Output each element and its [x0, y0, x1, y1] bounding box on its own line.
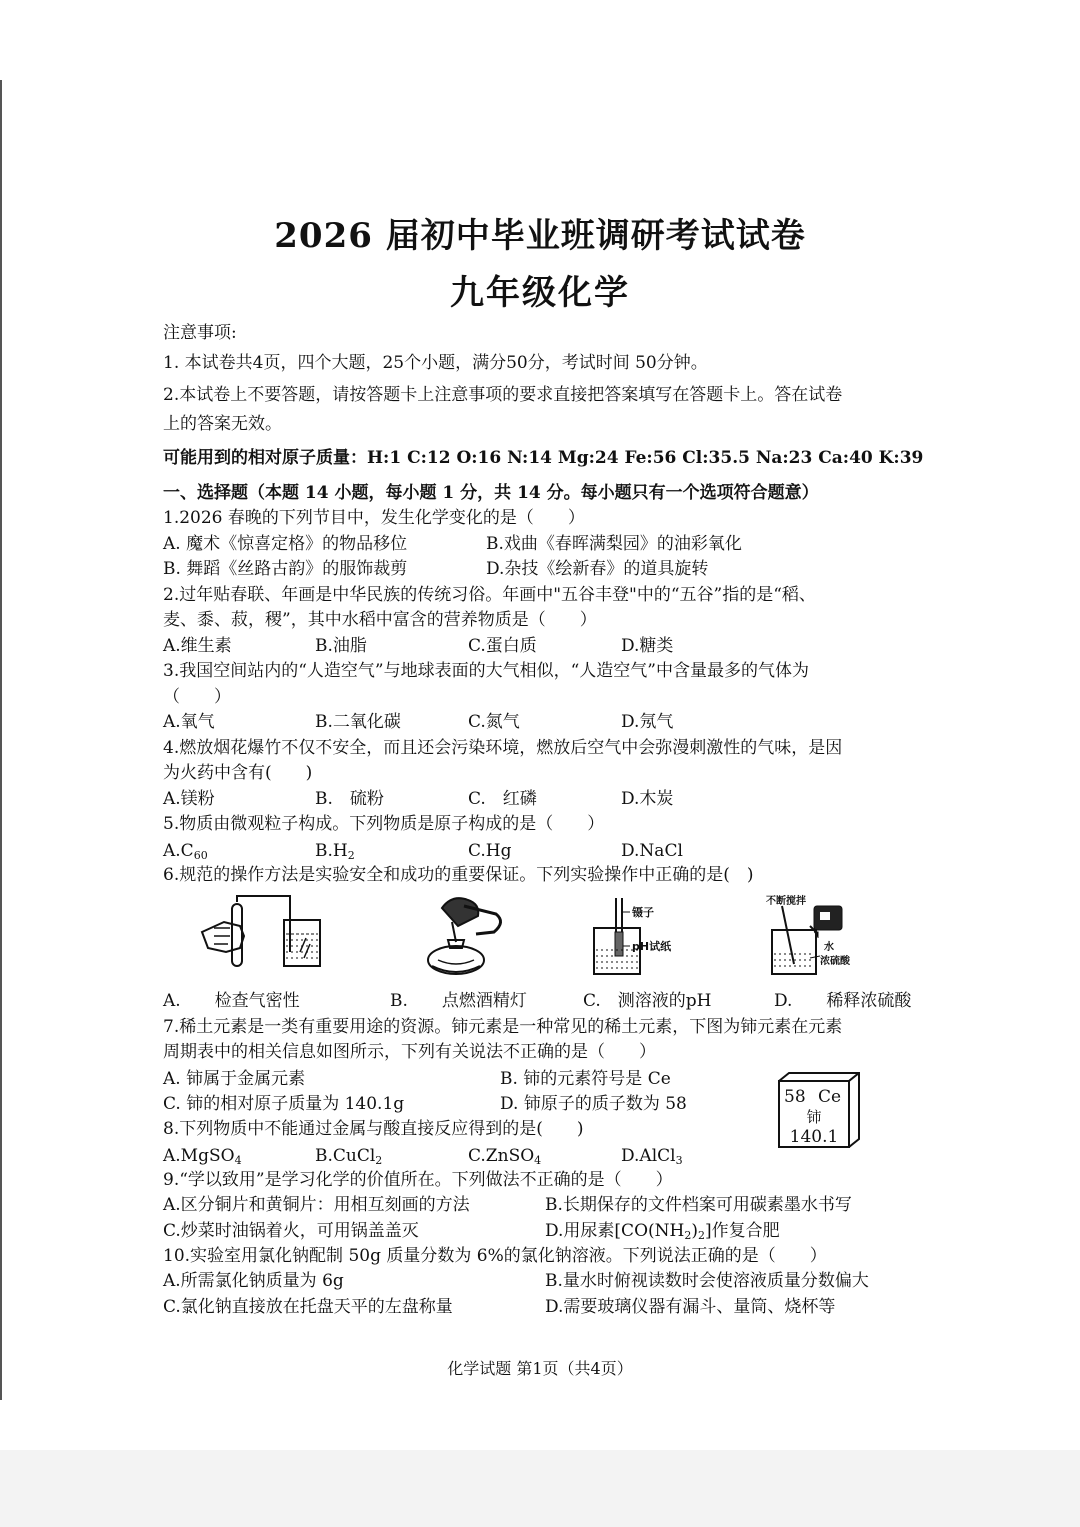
q9-option-d-end: ]作复合肥	[704, 1221, 780, 1241]
q8-option-d-sub: 3	[675, 1154, 683, 1167]
q8-option-c	[468, 1145, 541, 1167]
q9-option-d-sub: 2	[684, 1229, 692, 1242]
q9-stem: 9.“学以致用”是学习化学的价值所在。下列做法不正确的是（ ）	[163, 1170, 673, 1190]
q5-option-a-text: A.C	[163, 841, 194, 861]
q7-stem-2: 周期表中的相关信息如图所示，下列有关说法不正确的是（ ）	[163, 1042, 656, 1062]
q4-option-d: D.木炭	[621, 789, 674, 809]
fig-airtightness-check	[200, 892, 340, 972]
q1-option-a: A. 魔术《惊喜定格》的物品移位	[163, 534, 408, 554]
q6-option-a: A. 检查气密性	[163, 991, 300, 1011]
notice-item-2: 2.本试卷上不要答题，请按答题卡上注意事项的要求直接把答案填写在答题卡上。答在试卷	[163, 385, 843, 405]
cerium-name: 铈	[806, 1108, 822, 1126]
q9-option-d	[545, 1220, 780, 1242]
q7-option-a: A. 铈属于金属元素	[163, 1069, 306, 1089]
fig-light-alcohol-lamp	[418, 892, 518, 982]
q4-option-a: A.镁粉	[163, 789, 215, 809]
cerium-symbol: Ce	[818, 1087, 842, 1107]
q10-option-d: D.需要玻璃仪器有漏斗、量筒、烧杯等	[545, 1297, 836, 1317]
q10-option-c: C.氯化钠直接放在托盘天平的左盘称量	[163, 1297, 453, 1317]
q9-option-c: C.炒菜时油锅着火，可用锅盖盖灭	[163, 1221, 419, 1241]
q4-option-b: B. 硫粉	[315, 789, 384, 809]
q9-option-d-sub2: 2	[697, 1229, 705, 1242]
notice-item-1: 1. 本试卷共4页，四个大题，25个小题，满分50分，考试时间 50分钟。	[163, 353, 708, 373]
q7-option-c: C. 铈的相对原子质量为 140.1g	[163, 1094, 405, 1114]
notice-heading: 注意事项:	[163, 323, 237, 343]
q6-option-d: D. 稀释浓硫酸	[774, 991, 912, 1011]
section-1-heading: 一、选择题（本题 14 小题，每小题 1 分，共 14 分。每小题只有一个选项符合题意）	[163, 483, 819, 503]
q3-option-d: D.氖气	[621, 712, 674, 732]
q8-option-a	[163, 1145, 242, 1167]
q8-option-c-text: C.ZnSO	[468, 1146, 535, 1166]
q5-option-c: C.Hg	[468, 841, 512, 861]
q2-stem-2: 麦、黍、菽，稷”，其中水稻中富含的营养物质是（ ）	[163, 610, 597, 630]
q5-option-b	[315, 840, 355, 862]
q5-stem: 5.物质由微观粒子构成。下列物质是原子构成的是（ ）	[163, 814, 605, 834]
q1-option-d: D.杂技《绘新春》的道具旋转	[486, 559, 709, 579]
q3-option-b: B.二氧化碳	[315, 712, 401, 732]
q3-stem-2: （ ）	[163, 687, 231, 707]
q2-option-b: B.油脂	[315, 636, 367, 656]
q10-option-b: B.量水时俯视读数时会使溶液质量分数偏大	[545, 1271, 869, 1291]
notice-item-2-cont: 上的答案无效。	[163, 414, 282, 434]
scan-bottom-band	[0, 1450, 1080, 1527]
q8-option-b	[315, 1145, 382, 1167]
q5-option-a	[163, 840, 208, 862]
q8-option-b-text: B.CuCl	[315, 1146, 376, 1166]
q2-option-c: C.蛋白质	[468, 636, 537, 656]
q6-stem: 6.规范的操作方法是实验安全和成功的重要保证。下列实验操作中正确的是( )	[163, 865, 754, 885]
q5-option-b-text: B.H	[315, 841, 348, 861]
q8-option-a-sub: 4	[234, 1154, 242, 1167]
q9-option-d-post: )	[691, 1221, 698, 1241]
q9-option-d-pre: D.用尿素[CO(NH	[545, 1221, 685, 1241]
q1-option-c: B. 舞蹈《丝路古韵》的服饰裁剪	[163, 559, 408, 579]
atomic-masses: 可能用到的相对原子质量：H:1 C:12 O:16 N:14 Mg:24 Fe:56 Cl:35.5 Na:23 Ca:40 K:39	[163, 448, 924, 468]
q9-option-b: B.长期保存的文件档案可用碳素墨水书写	[545, 1195, 852, 1215]
q8-option-d	[621, 1145, 683, 1167]
q2-stem-1: 2.过年贴春联、年画是中华民族的传统习俗。年画中"五谷丰登"中的“五谷”指的是“稻、	[163, 585, 816, 605]
label-water: 水	[824, 942, 834, 953]
q8-option-b-sub: 2	[375, 1154, 383, 1167]
q5-option-d: D.NaCl	[621, 841, 683, 861]
q6-option-c: C. 测溶液的pH	[583, 991, 712, 1011]
q8-option-a-text: A.MgSO	[163, 1146, 235, 1166]
q4-option-c: C. 红磷	[468, 789, 537, 809]
label-stir: 不断搅拌	[766, 896, 806, 907]
q8-option-d-text: D.AlCl	[621, 1146, 676, 1166]
exam-subtitle: 九年级化学	[450, 273, 630, 313]
page-footer: 化学试题 第1页（共4页）	[447, 1359, 633, 1378]
exam-title: 2026 届初中毕业班调研考试试卷	[274, 216, 806, 256]
q2-option-a: A.维生素	[163, 636, 232, 656]
cerium-element-cell	[778, 1072, 860, 1148]
label-ph-paper: pH试纸	[632, 940, 672, 953]
q3-option-a: A.氧气	[163, 712, 215, 732]
q5-option-b-sub: 2	[347, 849, 355, 862]
q4-stem-2: 为火药中含有( )	[163, 763, 313, 783]
q3-option-c: C.氮气	[468, 712, 520, 732]
q7-stem-1: 7.稀土元素是一类有重要用途的资源。铈元素是一种常见的稀土元素，下图为铈元素在元素	[163, 1017, 843, 1037]
q3-stem-1: 3.我国空间站内的“人造空气”与地球表面的大气相似，“人造空气”中含量最多的气体为	[163, 661, 809, 681]
cerium-atomic-number: 58	[784, 1087, 806, 1107]
q9-option-a: A.区分铜片和黄铜片：用相互刻画的方法	[163, 1195, 470, 1215]
q5-option-a-sub: 60	[193, 849, 208, 862]
q4-stem-1: 4.燃放烟花爆竹不仅不安全，而且还会污染环境，燃放后空气中会弥漫刺激性的气味，是因	[163, 738, 843, 758]
q10-stem: 10.实验室用氯化钠配制 50g 质量分数为 6%的氯化钠溶液。下列说法正确的是（ ）	[163, 1246, 827, 1266]
q7-option-b: B. 铈的元素符号是 Ce	[500, 1069, 671, 1089]
q1-stem: 1.2026 春晚的下列节目中，发生化学变化的是（ ）	[163, 508, 585, 528]
fig-dilute-sulfuric-acid	[760, 892, 870, 980]
fig-measure-ph	[588, 892, 698, 980]
q8-option-c-sub: 4	[534, 1154, 542, 1167]
q7-option-d: D. 铈原子的质子数为 58	[500, 1094, 687, 1114]
q10-option-a: A.所需氯化钠质量为 6g	[163, 1271, 344, 1291]
label-tweezers: 镊子	[632, 906, 654, 919]
q2-option-d: D.糖类	[621, 636, 674, 656]
q6-option-b: B. 点燃酒精灯	[390, 991, 527, 1011]
label-acid: 浓硫酸	[820, 956, 850, 967]
q8-stem: 8.下列物质中不能通过金属与酸直接反应得到的是( )	[163, 1119, 584, 1139]
q1-option-b: B.戏曲《春晖满梨园》的油彩氧化	[486, 534, 742, 554]
cerium-atomic-mass: 140.1	[789, 1127, 839, 1147]
